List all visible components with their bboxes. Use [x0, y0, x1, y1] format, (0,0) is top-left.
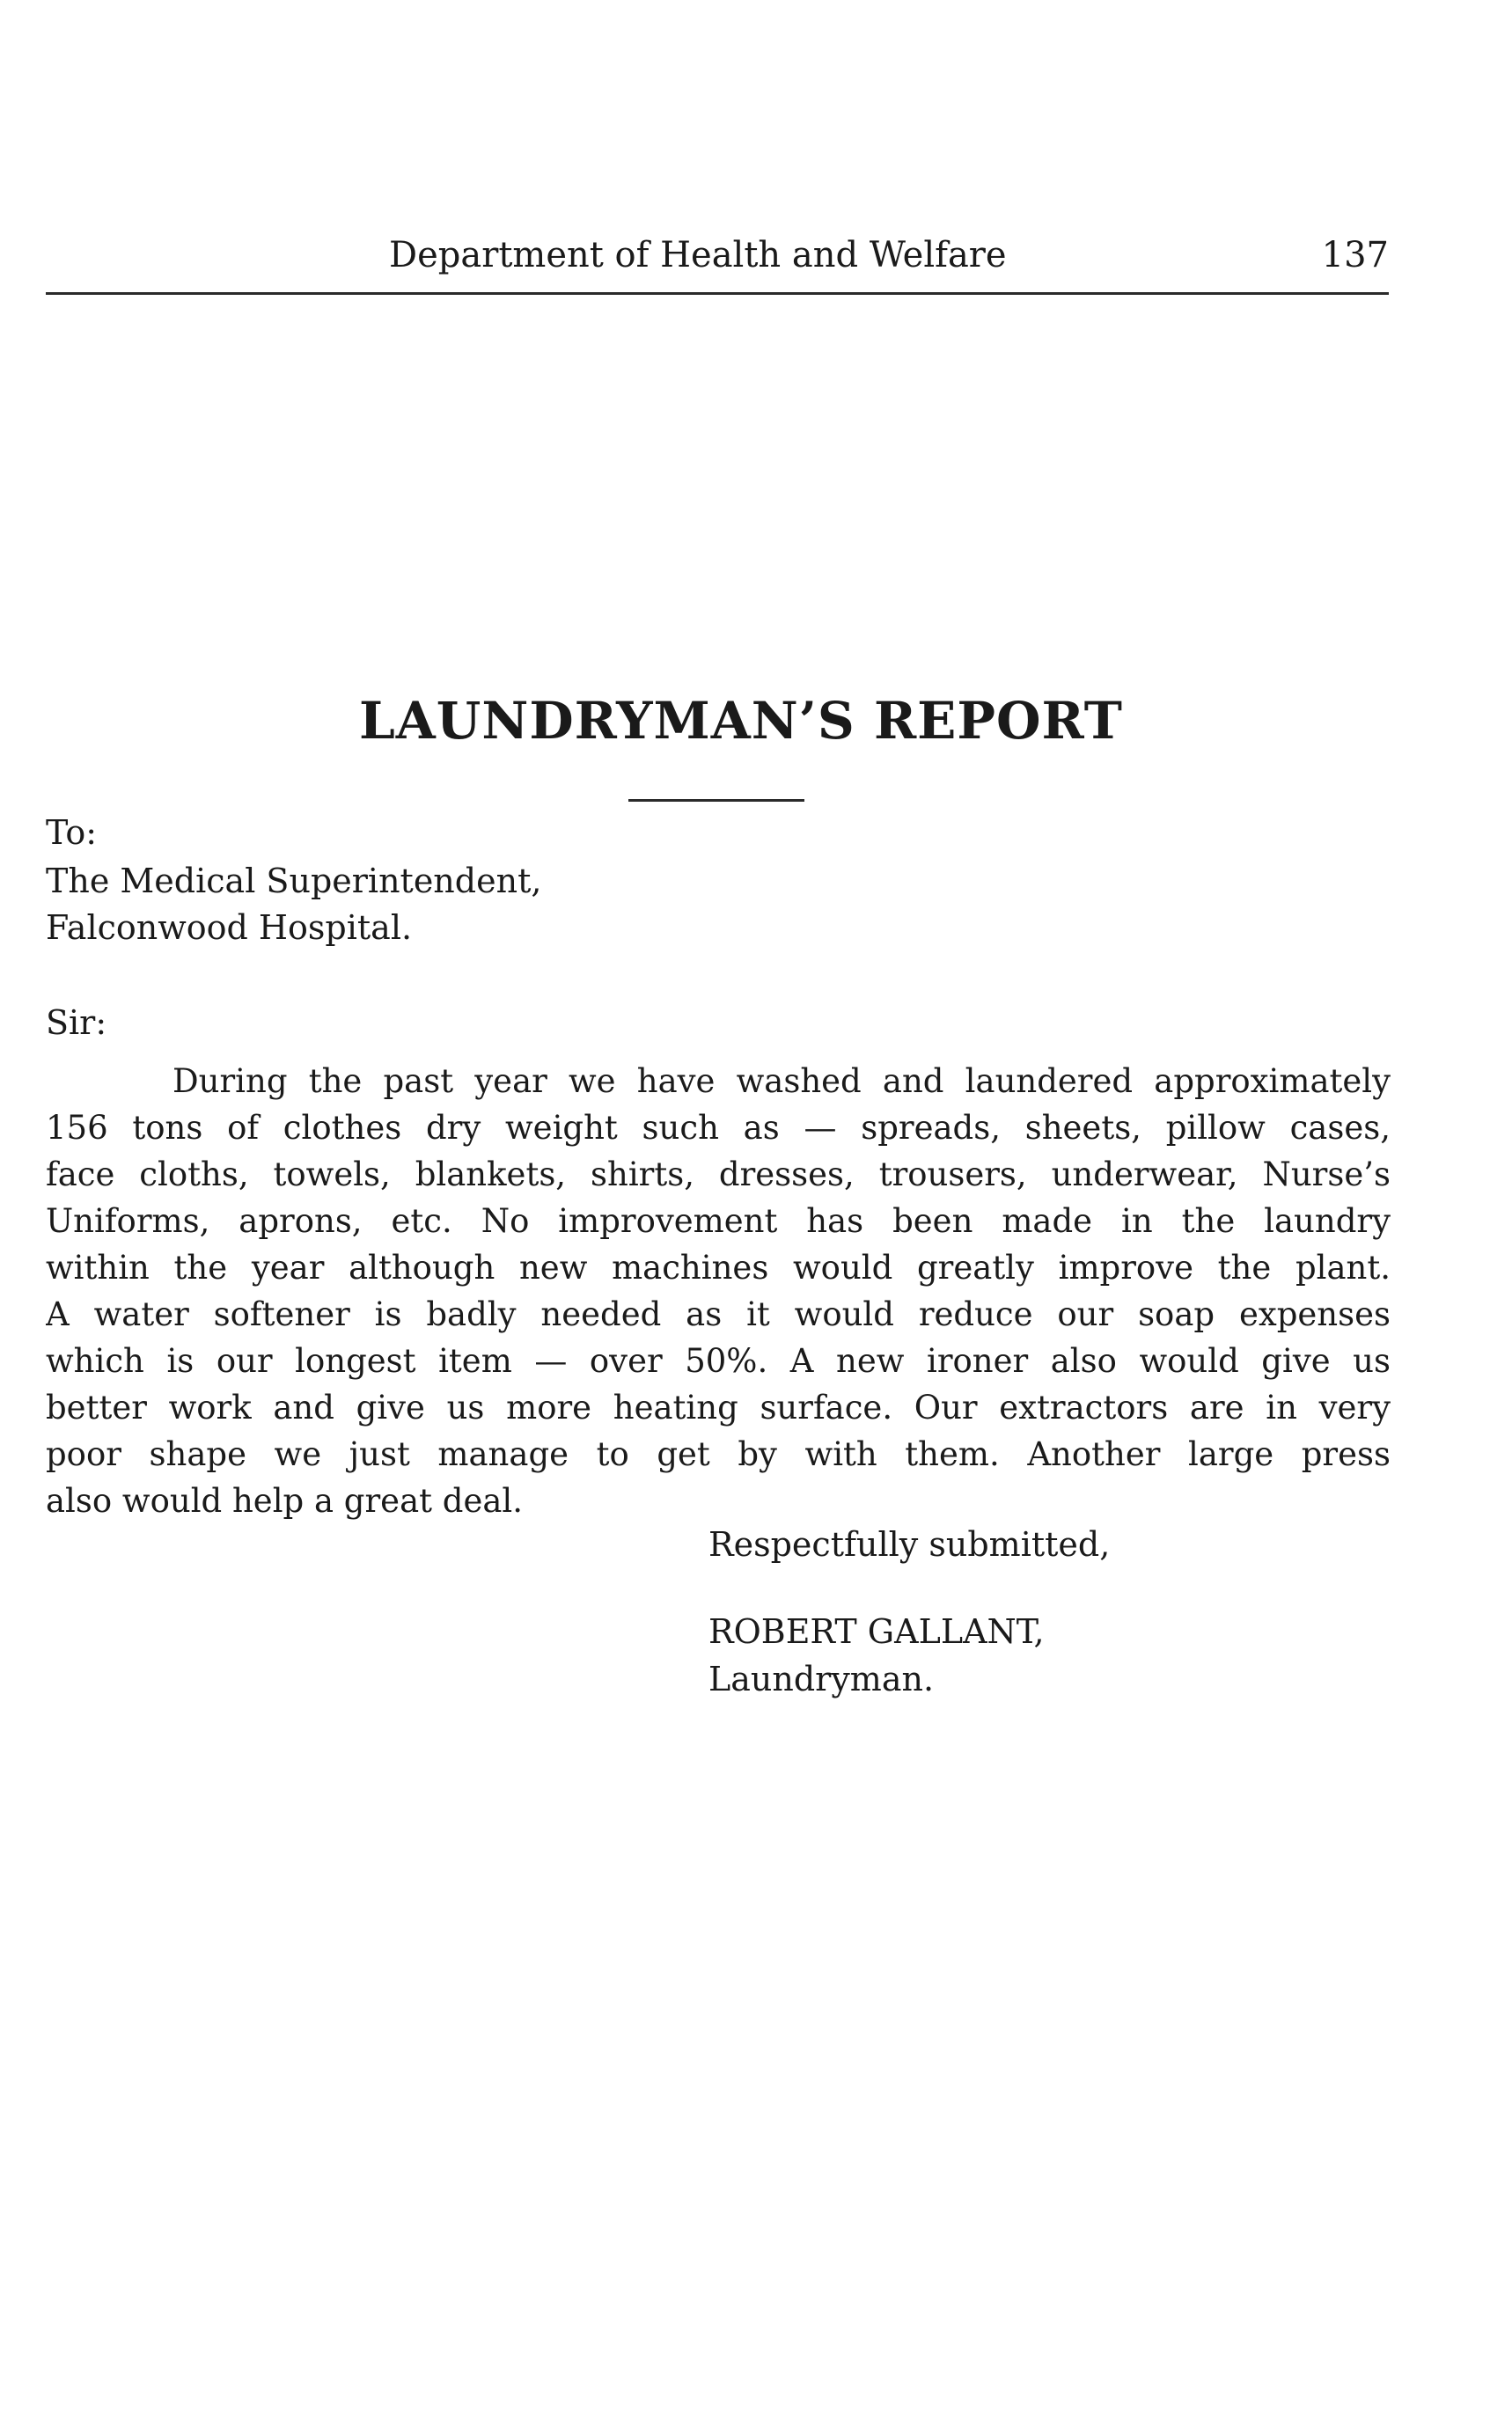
signatory-name: ROBERT GALLANT, [708, 1612, 1045, 1651]
salutation: Sir: [46, 1003, 107, 1042]
running-header [46, 231, 1389, 295]
institution-line: Falconwood Hospital. [46, 908, 413, 947]
body-line: During the past year we have washed and laundered approximately [172, 1062, 1391, 1100]
report-body [46, 1058, 1391, 1524]
body-line: Uniforms, aprons, etc. No improvement has been made in the laundry [46, 1202, 1391, 1240]
body-line: better work and give us more heating surface. Our extractors are in very [46, 1389, 1391, 1427]
report-title: LAUNDRYMAN’S REPORT [359, 691, 1123, 751]
signatory-position: Laundryman. [708, 1660, 935, 1698]
body-line: face cloths, towels, blankets, shirts, dresses, trousers, underwear, Nurse’s [46, 1155, 1391, 1193]
to-label: To: [46, 813, 98, 852]
title-divider [628, 799, 804, 802]
header-title: Department of Health and Welfare [389, 235, 1007, 275]
body-line: which is our longest item — over 50%. A new ironer also would give us [46, 1342, 1391, 1380]
body-line: A water softener is badly needed as it would reduce our soap expenses [46, 1295, 1391, 1333]
body-line: poor shape we just manage to get by with them. Another large press [46, 1435, 1391, 1473]
body-line: 156 tons of clothes dry weight such as — spreads, sheets, pillow cases, [46, 1109, 1391, 1147]
recipient-line: The Medical Superintendent, [46, 862, 542, 900]
body-line: also would help a great deal. [46, 1482, 523, 1520]
page-number: 137 [1321, 235, 1389, 275]
body-line: within the year although new machines would greatly improve the plant. [46, 1249, 1391, 1287]
valediction: Respectfully submitted, [708, 1525, 1111, 1564]
